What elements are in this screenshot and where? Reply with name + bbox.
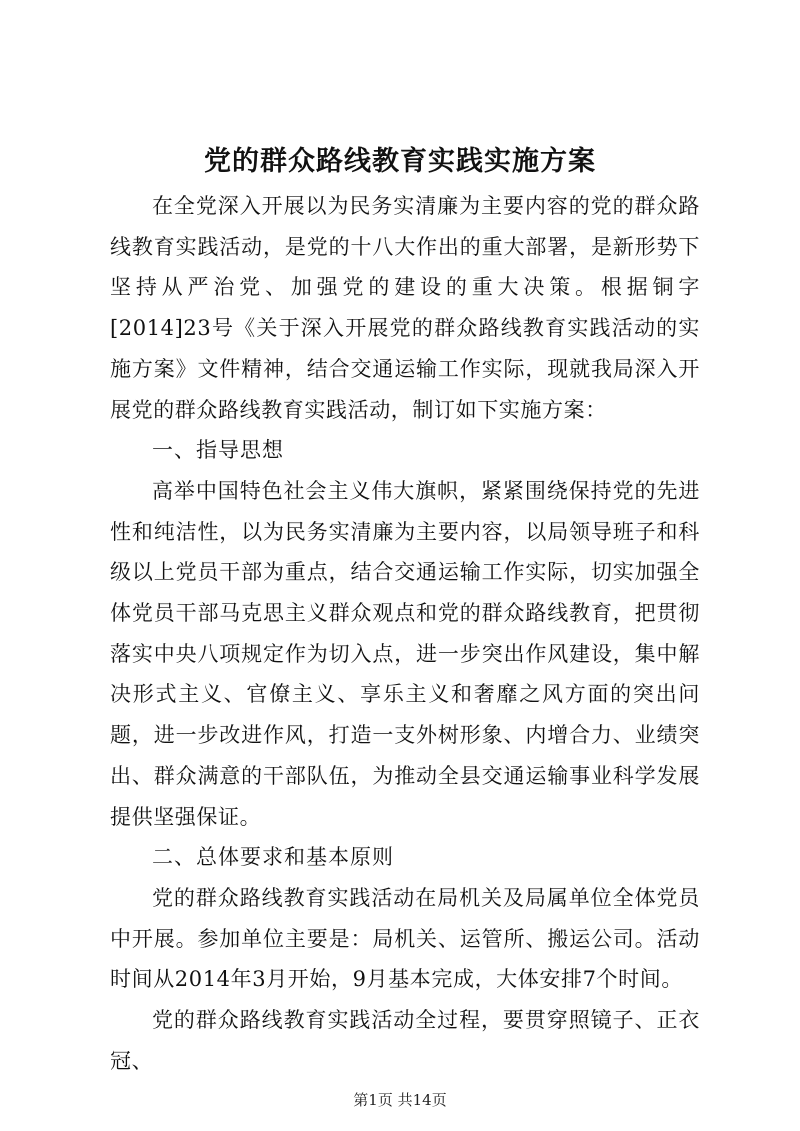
- guiding-thought-paragraph: 高举中国特色社会主义伟大旗帜，紧紧围绕保持党的先进性和纯洁性，以为民务实清廉为主要内容，以局领导班子和科级以上党员干部为重点，结合交通运输工作实际，切实加强全体党员干部马克思主义群众观点和党的群众路线教育，把贯彻落实中央八项规定作为切入点，进一步突出作风建设，集中解决形式主义、官僚主义、享乐主义和奢靡之风方面的突出问题，进一步改进作风，打造一支外树形象、内增合力、业绩突出、群众满意的干部队伍，为推动全县交通运输事业科学发展提供坚强保证。: [110, 478, 700, 829]
- document-title: 党的群众路线教育实践实施方案: [204, 146, 596, 177]
- page-footer: 第1页 共14页: [353, 1091, 447, 1109]
- document-body: [110, 186, 700, 1081]
- section-heading-requirements: 二、总体要求和基本原则: [152, 845, 394, 870]
- section-heading-guiding-thought: 一、指导思想: [152, 438, 284, 463]
- intro-paragraph: 在全党深入开展以为民务实清廉为主要内容的党的群众路线教育实践活动，是党的十八大作出的重大部署，是新形势下坚持从严治党、加强党的建设的重大决策。根据铜字[2014]23号《关于深入开展党的群众路线教育实践活动的实施方案》文件精神，结合交通运输工作实际，现就我局深入开展党的群众路线教育实践活动，制订如下实施方案：: [110, 194, 700, 422]
- requirements-paragraph: 党的群众路线教育实践活动在局机关及局属单位全体党员中开展。参加单位主要是：局机关、运管所、搬运公司。活动时间从2014年3月开始，9月基本完成，大体安排7个时间。: [110, 885, 700, 992]
- process-paragraph: 党的群众路线教育实践活动全过程，要贯穿照镜子、正衣冠、: [110, 1008, 700, 1073]
